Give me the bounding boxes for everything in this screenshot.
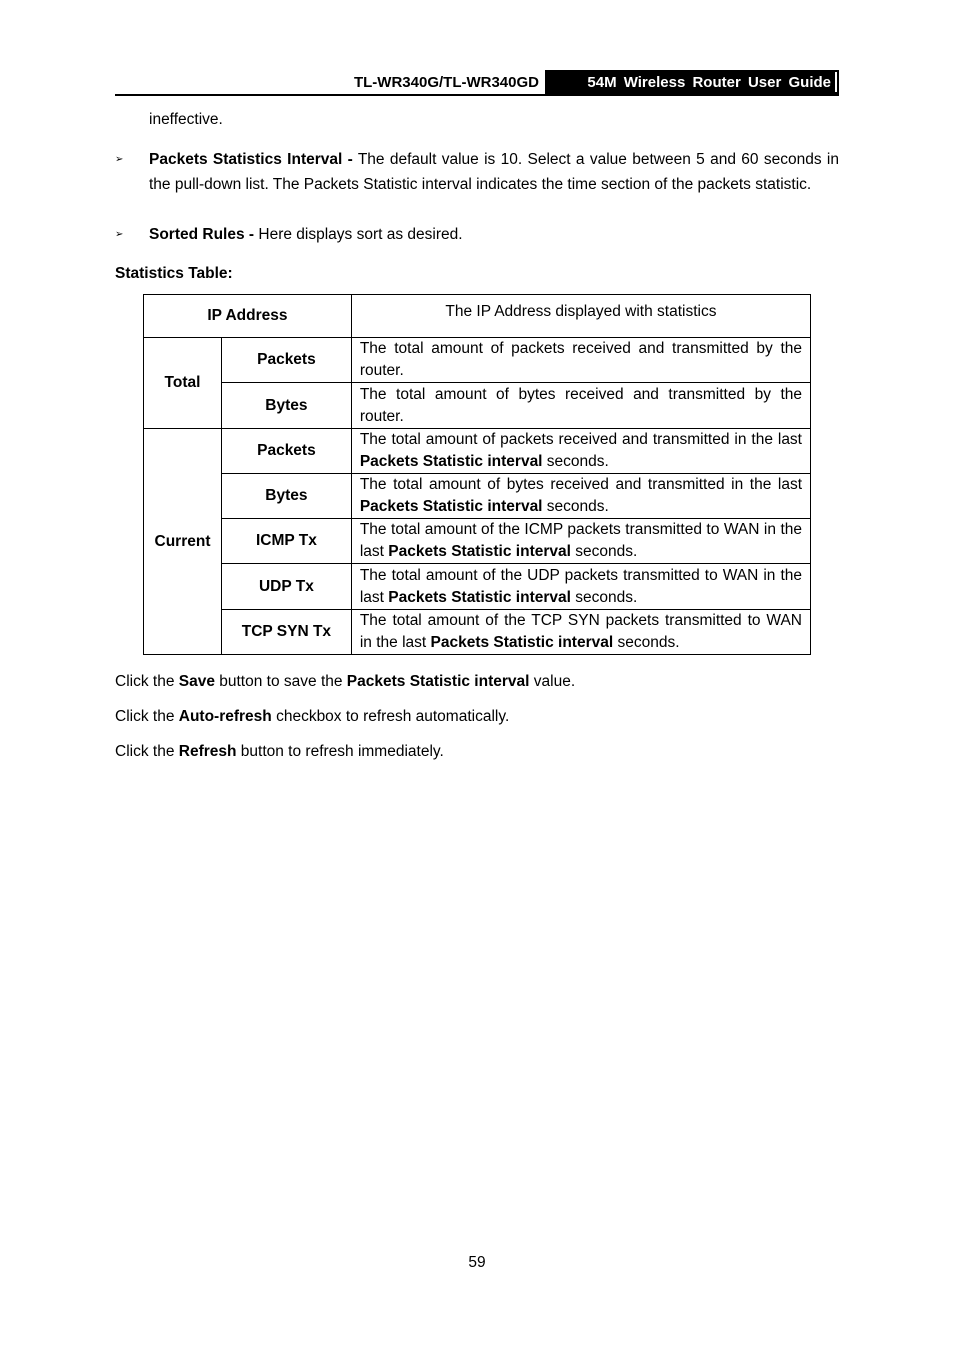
total-label: Total [144,338,222,429]
table-row [144,610,811,655]
desc-text: The total amount of the ICMP packets transmitted to WAN in the last [359,521,802,560]
table-title: Statistics Table: [115,265,233,282]
row-desc [351,429,810,474]
bullet-icon: ➢ [115,154,124,165]
desc-text: The total amount of the TCP SYN packets transmitted to WAN in the last [359,612,802,651]
statistics-table [143,294,811,655]
text: Click the [115,708,179,725]
desc-bold: Packets Statistic interval [359,453,543,470]
table-row [144,474,811,519]
text: value. [529,673,576,690]
desc-text: seconds. [570,588,638,606]
click-save-line [115,669,575,694]
row-desc: The total amount of bytes received and transmitted by the router. [351,383,810,429]
bullet-text: The default value is 10. Select a value between 5 and 60 seconds in the pull-down list. The Packets Statistic interval indicates the time section of the packets statistic. [149,151,839,193]
bold-text: Refresh [178,743,237,760]
text: checkbox to refresh automatically. [271,708,510,725]
bullet-term: Packets Statistics Interval - [149,151,353,168]
bullet-icon: ➢ [115,229,124,240]
row-name: TCP SYN Tx [221,610,351,655]
intro-tail: ineffective. [149,111,223,128]
bold-text: Save [178,673,215,690]
current-label: Current [144,429,222,655]
header-guide-title: 54M Wireless Router User Guide [545,70,839,94]
ip-address-label: IP Address [144,295,352,338]
desc-text: seconds. [613,634,680,651]
table-row [144,429,811,474]
bold-text: Auto-refresh [178,708,272,725]
row-desc [351,519,810,564]
row-name: UDP Tx [221,564,351,610]
text: Click the [115,673,179,690]
desc-text: seconds. [542,453,609,470]
row-desc: The total amount of packets received and transmitted by the router. [351,338,810,383]
header-model: TL-WR340G/TL-WR340GD [353,74,539,91]
table-row [144,383,811,429]
desc-bold: Packets Statistic interval [388,588,571,606]
table-row [144,564,811,610]
row-desc [351,564,810,610]
desc-bold: Packets Statistic interval [388,543,571,560]
table-row [144,519,811,564]
row-name: Bytes [221,474,351,519]
desc-bold: Packets Statistic interval [430,634,614,651]
desc-text: The total amount of the UDP packets transmitted to WAN in the last [359,566,802,606]
row-name: Packets [221,338,351,383]
page-header [115,70,839,96]
desc-text: The total amount of packets received and transmitted in the last [359,431,802,448]
table-row [144,295,811,338]
bullet-sorted-rules [149,222,839,247]
ip-address-desc: The IP Address displayed with statistics [351,295,810,338]
desc-text: seconds. [570,543,638,560]
click-autorefresh-line [115,704,509,729]
table-row [144,338,811,383]
desc-bold: Packets Statistic interval [359,498,543,515]
desc-text: The total amount of bytes received and transmitted in the last [359,476,802,493]
text: button to save the [214,673,347,690]
text: Click the [115,743,179,760]
text: button to refresh immediately. [236,743,444,760]
row-desc [351,610,810,655]
row-name: ICMP Tx [221,519,351,564]
desc-text: seconds. [542,498,609,515]
row-desc [351,474,810,519]
bold-text: Packets Statistic interval [346,673,530,690]
row-name: Bytes [221,383,351,429]
click-refresh-line [115,739,444,764]
bullet-term: Sorted Rules - [149,226,255,243]
row-name: Packets [221,429,351,474]
bullet-text: Here displays sort as desired. [254,226,463,243]
bullet-packets-interval [149,147,839,197]
page-number: 59 [468,1254,486,1271]
